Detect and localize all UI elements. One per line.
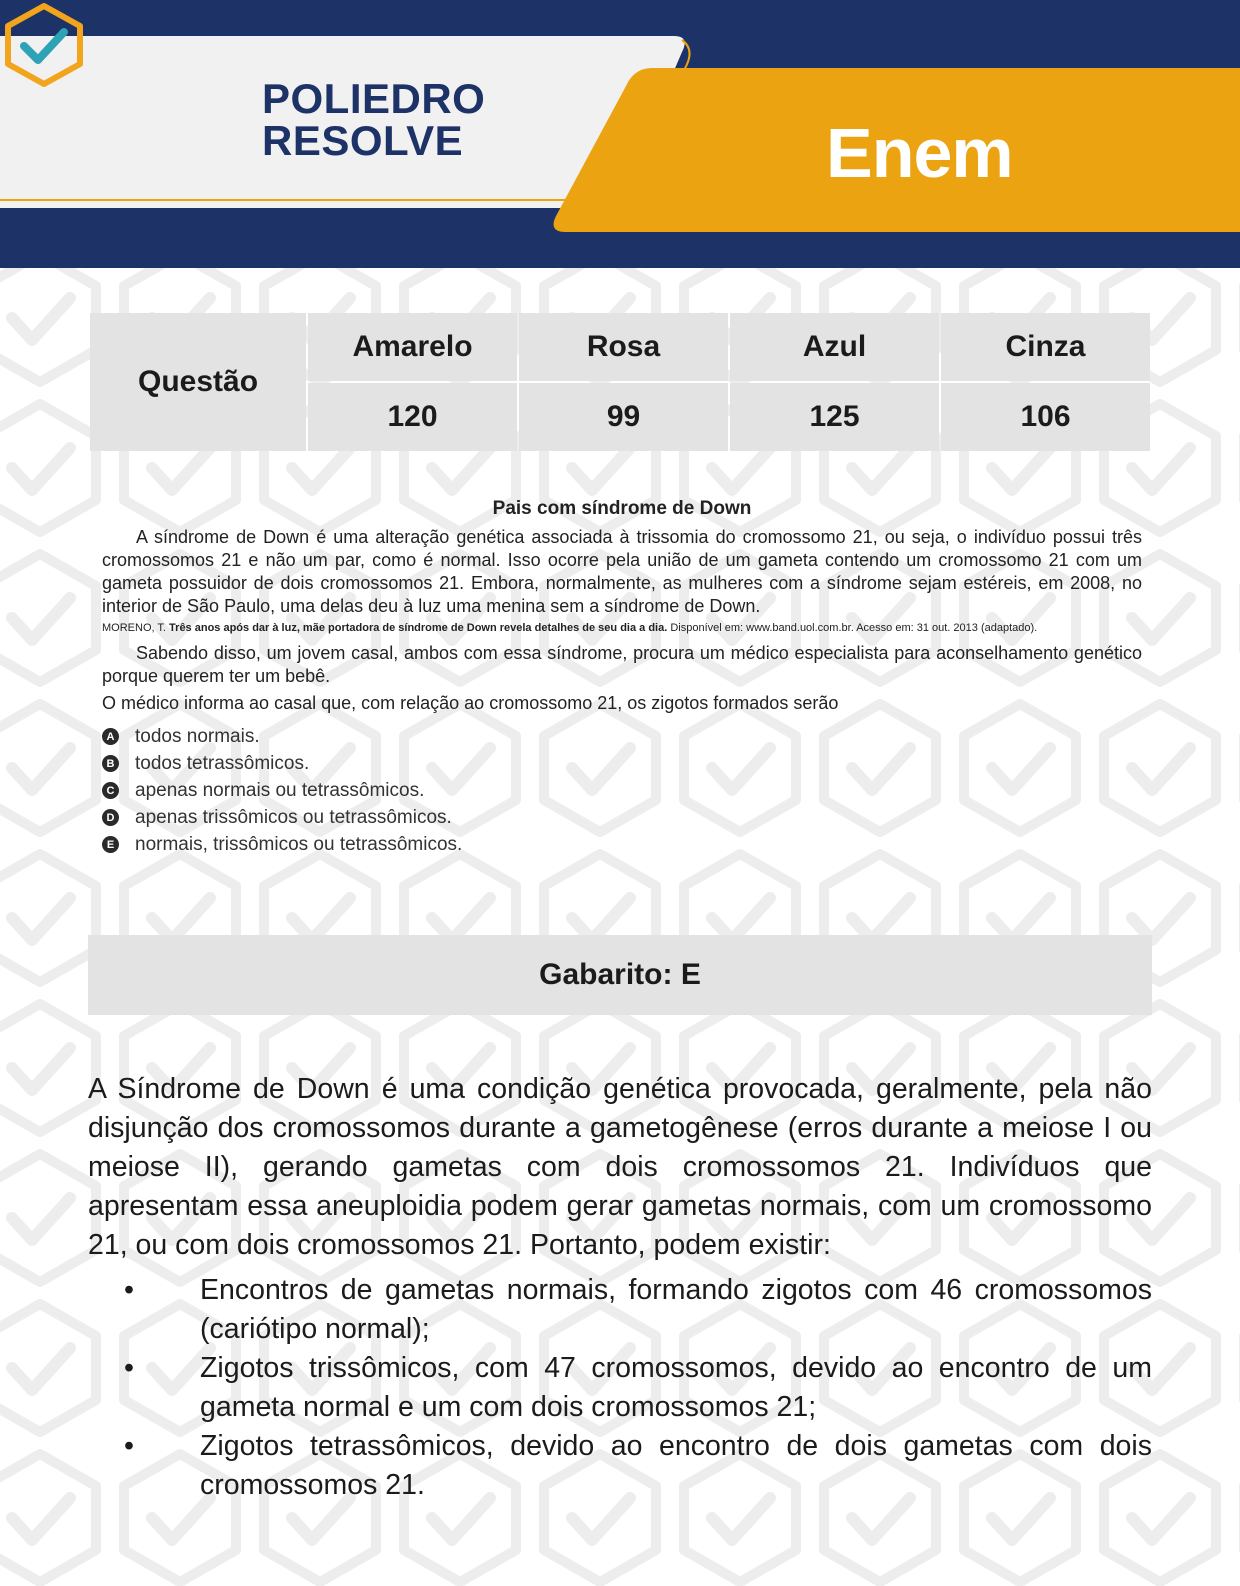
question-stem: O médico informa ao casal que, com relação ao cromossomo 21, os zigotos formados serão bbox=[102, 693, 839, 713]
option-c-badge: C bbox=[102, 782, 119, 799]
question-text: A síndrome de Down é uma alteração genética associada à trissomia do cromossomo 21, ou seja, o indivíduo possui três cromossomos 21 e não um par, como é normal. Isso ocorre pela união de um gameta contendo um cromossomo 21 com um gameta possuidor de dois cromossomos 21. Embora, normalmente, as mulheres com a síndrome sejam estéreis, em 2008, no interior de São Paulo, uma delas deu à luz uma menina sem a síndrome de Down. bbox=[102, 527, 1142, 616]
list-item-text: Encontros de gametas normais, formando zigotos com 46 cromossomos (cariótipo normal); bbox=[200, 1274, 1152, 1345]
bullet-icon: • bbox=[124, 1274, 134, 1306]
option-a bbox=[102, 723, 1142, 750]
option-d-badge: D bbox=[102, 809, 119, 826]
option-d-text: apenas trissômicos ou tetrassômicos. bbox=[135, 806, 452, 828]
option-b bbox=[102, 750, 1142, 777]
reference-title: Três anos após dar à luz, mãe portadora de síndrome de Down revela detalhes de seu dia a dia. bbox=[169, 622, 668, 634]
question-reference bbox=[102, 620, 1142, 636]
poliedro-check-icon bbox=[0, 0, 88, 90]
option-c bbox=[102, 777, 1142, 804]
booklet-color-azul: Azul bbox=[730, 313, 939, 381]
question-number-table bbox=[88, 311, 1152, 453]
answer-key: Gabarito: E bbox=[88, 935, 1152, 1015]
question-number-rosa: 99 bbox=[519, 383, 728, 451]
reference-source: Disponível em: www.band.uol.com.br. Acesso em: 31 out. 2013 (adaptado). bbox=[670, 622, 1038, 634]
booklet-color-rosa: Rosa bbox=[519, 313, 728, 381]
booklet-color-cinza: Cinza bbox=[941, 313, 1150, 381]
question-block bbox=[102, 498, 1142, 858]
table-row bbox=[90, 313, 1150, 381]
list-item bbox=[88, 1349, 1152, 1427]
list-item-text: Zigotos trissômicos, com 47 cromossomos, devido ao encontro de um gameta normal e um com dois cromossomos 21; bbox=[200, 1352, 1152, 1423]
question-number-azul: 125 bbox=[730, 383, 939, 451]
explanation-block bbox=[88, 1070, 1152, 1505]
option-e-text: normais, trissômicos ou tetrassômicos. bbox=[135, 833, 463, 855]
list-item bbox=[88, 1427, 1152, 1505]
question-context: Sabendo disso, um jovem casal, ambos com essa síndrome, procura um médico especialista para aconselhamento genético porque querem ter um bebê. bbox=[102, 643, 1142, 686]
question-title: Pais com síndrome de Down bbox=[492, 498, 752, 519]
option-d bbox=[102, 804, 1142, 831]
option-c-text: apenas normais ou tetrassômicos. bbox=[135, 779, 425, 801]
bullet-icon: • bbox=[124, 1352, 134, 1384]
option-a-badge: A bbox=[102, 728, 119, 745]
list-item bbox=[88, 1271, 1152, 1349]
question-label-cell: Questão bbox=[90, 313, 306, 451]
option-b-text: todos tetrassômicos. bbox=[135, 752, 310, 774]
explanation-paragraph: A Síndrome de Down é uma condição genética provocada, geralmente, pela não disjunção dos cromossomos durante a gametogênese (erros durante a meiose I ou meiose II), gerando gametas com dois cromossomos 21. Indivíduos que apresentam essa aneuploidia podem gerar gametas normais, com um cromossomo 21, ou com dois cromossomos 21. Portanto, podem existir: bbox=[88, 1073, 1152, 1261]
question-number-cinza: 106 bbox=[941, 383, 1150, 451]
brand-name-line1: POLIEDRO bbox=[262, 75, 486, 122]
question-number-amarelo: 120 bbox=[308, 383, 517, 451]
bullet-icon: • bbox=[124, 1430, 134, 1462]
option-b-badge: B bbox=[102, 755, 119, 772]
option-e-badge: E bbox=[102, 836, 119, 853]
explanation-list bbox=[88, 1271, 1152, 1505]
option-a-text: todos normais. bbox=[135, 725, 260, 747]
list-item-text: Zigotos tetrassômicos, devido ao encontro de dois gametas com dois cromossomos 21. bbox=[200, 1430, 1152, 1501]
brand-name-line2: RESOLVE bbox=[262, 117, 464, 164]
option-e bbox=[102, 831, 1142, 858]
header-background bbox=[0, 0, 1240, 268]
exam-title: Enem bbox=[826, 114, 1013, 192]
header-banner bbox=[0, 0, 1240, 268]
reference-author: MORENO, T. bbox=[102, 622, 166, 634]
booklet-color-amarelo: Amarelo bbox=[308, 313, 517, 381]
